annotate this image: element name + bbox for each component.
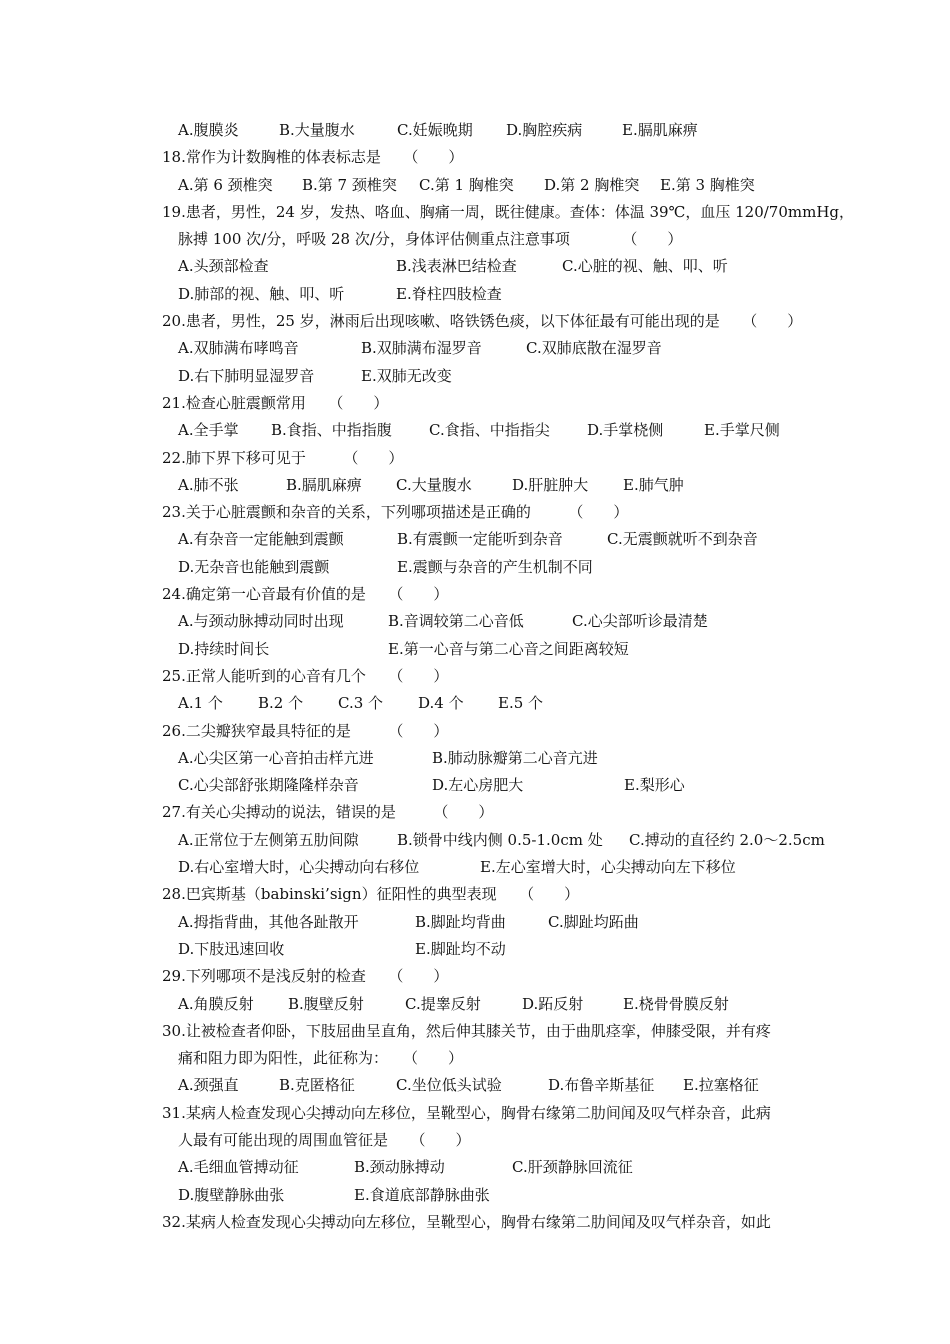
answer-option: B.膈肌麻痹 [286, 475, 362, 494]
answer-option: D.4 个 [418, 694, 464, 713]
question-text: 21.检查心脏震颤常用 （ ） [162, 393, 389, 412]
answer-option: B.锁骨中线内侧 0.5-1.0cm 处 [397, 830, 603, 849]
answer-options [162, 172, 842, 199]
answer-option: B.大量腹水 [279, 121, 355, 139]
answer-option: B.肺动脉瓣第二心音亢进 [432, 748, 598, 767]
answer-option: C.无震颤就听不到杂音 [607, 530, 758, 549]
answer-option: A.腹膜炎 [178, 121, 239, 139]
answer-options [162, 417, 842, 444]
answer-option: C.搏动的直径约 2.0～2.5cm [629, 830, 825, 849]
question-text: 29.下列哪项不是浅反射的检查 （ ） [162, 967, 449, 986]
answer-option: C.3 个 [338, 694, 384, 713]
answer-option: C.提睾反射 [405, 994, 481, 1013]
answer-option: D.右下肺明显湿罗音 [178, 366, 315, 385]
answer-option: A.有杂音一定能触到震颤 [178, 530, 344, 549]
answer-option: E.左心室增大时，心尖搏动向左下移位 [480, 858, 736, 877]
question-text: 22.肺下界下移可见于 （ ） [162, 448, 404, 467]
answer-option: E.第一心音与第二心音之间距离较短 [388, 639, 629, 658]
answer-option: D.肝脏肿大 [512, 475, 589, 494]
answer-option: E.5 个 [498, 694, 544, 713]
answer-option: D.第 2 胸椎突 [544, 175, 640, 194]
answer-option: B.食指、中指指腹 [271, 421, 392, 440]
question-list [162, 117, 855, 1236]
answer-option: B.音调较第二心音低 [388, 612, 524, 631]
answer-options [162, 253, 842, 280]
question-text: 30.让被检查者仰卧，下肢屈曲呈直角，然后伸其膝关节，由于曲肌痉挛，伸膝受限，并有疼 [162, 1021, 771, 1040]
answer-options [162, 772, 842, 799]
answer-option: E.双肺无改变 [361, 366, 452, 385]
answer-option: A.角膜反射 [178, 994, 254, 1013]
answer-option: D.持续时间长 [178, 639, 270, 658]
answer-options [162, 608, 842, 635]
answer-options [162, 636, 842, 663]
answer-option: A.颈强直 [178, 1076, 239, 1095]
answer-options [162, 991, 842, 1018]
answer-option: E.肺气肿 [623, 475, 684, 494]
answer-option: E.脚趾均不动 [415, 939, 506, 958]
answer-option: B.有震颤一定能听到杂音 [397, 530, 563, 549]
answer-options [162, 281, 842, 308]
answer-option: D.左心房肥大 [432, 776, 524, 795]
answer-options [162, 745, 842, 772]
answer-option: B.脚趾均背曲 [415, 912, 506, 931]
answer-options [162, 1182, 842, 1209]
answer-option: C.心尖部听诊最清楚 [572, 612, 708, 631]
answer-option: B.克匿格征 [279, 1076, 355, 1095]
answer-option: C.肝颈静脉回流征 [512, 1158, 633, 1177]
answer-option: E.桡骨骨膜反射 [623, 994, 729, 1013]
question-text: 20.患者，男性，25 岁，淋雨后出现咳嗽、咯铁锈色痰，以下体征最有可能出现的是 （ ） [162, 312, 803, 331]
answer-options [162, 117, 842, 144]
answer-options [162, 909, 842, 936]
answer-option: C.第 1 胸椎突 [419, 175, 514, 194]
answer-option: B.浅表淋巴结检查 [396, 257, 517, 276]
answer-option: D.腹壁静脉曲张 [178, 1185, 285, 1204]
question-text: 28.巴宾斯基（babinski’sign）征阳性的典型表现 （ ） [162, 885, 580, 904]
answer-option: C.心脏的视、触、叩、听 [562, 257, 728, 276]
question-text: 19.患者，男性，24 岁，发热、咯血、胸痛一周，既往健康。查体：体温 39℃，血压 120/70mmHg， [162, 202, 855, 221]
answer-option: A.肺不张 [178, 475, 239, 494]
answer-option: E.拉塞格征 [683, 1076, 759, 1095]
answer-options [162, 472, 842, 499]
answer-option: C.心尖部舒张期隆隆样杂音 [178, 776, 359, 795]
answer-option: E.梨形心 [624, 776, 685, 795]
question-text: 26.二尖瓣狭窄最具特征的是 （ ） [162, 721, 449, 740]
answer-options [162, 526, 842, 553]
answer-option: A.全手掌 [178, 421, 239, 440]
answer-option: E.第 3 胸椎突 [660, 175, 755, 194]
answer-option: D.下肢迅速回收 [178, 939, 285, 958]
answer-option: C.食指、中指指尖 [429, 421, 550, 440]
answer-options [162, 827, 842, 854]
answer-option: D.胸腔疾病 [506, 121, 583, 139]
answer-option: D.右心室增大时，心尖搏动向右移位 [178, 858, 420, 877]
answer-options [162, 554, 842, 581]
question-text: 27.有关心尖搏动的说法，错误的是 （ ） [162, 803, 494, 822]
answer-option: E.膈肌麻痹 [622, 121, 698, 139]
answer-option: A.心尖区第一心音拍击样亢进 [178, 748, 374, 767]
answer-option: A.正常位于左侧第五肋间隙 [178, 830, 359, 849]
answer-option: B.腹壁反射 [288, 994, 364, 1013]
question-text-continued: 脉搏 100 次/分，呼吸 28 次/分，身体评估侧重点注意事项 （ ） [178, 230, 683, 249]
question-text: 24.确定第一心音最有价值的是 （ ） [162, 585, 449, 604]
question-text: 32.某病人检查发现心尖搏动向左移位，呈靴型心，胸骨右缘第二肋间闻及叹气样杂音，如此 [162, 1212, 771, 1231]
question-text-continued: 人最有可能出现的周围血管征是 （ ） [178, 1130, 471, 1149]
answer-option: A.双肺满布哮鸣音 [178, 339, 299, 358]
answer-option: D.布鲁辛斯基征 [548, 1076, 655, 1095]
question-text: 31.某病人检查发现心尖搏动向左移位，呈靴型心，胸骨右缘第二肋间闻及叹气样杂音，此病 [162, 1103, 771, 1122]
answer-option: B.双肺满布湿罗音 [361, 339, 482, 358]
answer-option: A.毛细血管搏动征 [178, 1158, 299, 1177]
question-text: 23.关于心脏震颤和杂音的关系，下列哪项描述是正确的 （ ） [162, 503, 629, 522]
answer-option: A.与颈动脉搏动同时出现 [178, 612, 344, 631]
question-text: 18.常作为计数胸椎的体表标志是 （ ） [162, 148, 464, 167]
answer-option: C.大量腹水 [396, 475, 472, 494]
answer-option: D.手掌桡侧 [587, 421, 664, 440]
answer-option: D.肺部的视、触、叩、听 [178, 284, 345, 303]
answer-options [162, 690, 842, 717]
answer-option: A.头颈部检查 [178, 257, 269, 276]
answer-option: D.跖反射 [522, 994, 584, 1013]
answer-options [162, 936, 842, 963]
answer-option: C.坐位低头试验 [396, 1076, 502, 1095]
answer-options [162, 1154, 842, 1181]
answer-option: B.第 7 颈椎突 [302, 175, 397, 194]
answer-option: B.颈动脉搏动 [354, 1158, 445, 1177]
answer-option: E.食道底部静脉曲张 [354, 1185, 490, 1204]
answer-option: C.脚趾均跖曲 [548, 912, 639, 931]
answer-options [162, 335, 842, 362]
answer-option: D.无杂音也能触到震颤 [178, 557, 330, 576]
answer-options [162, 1072, 842, 1099]
question-text: 25.正常人能听到的心音有几个 （ ） [162, 666, 449, 685]
answer-options [162, 854, 842, 881]
answer-options [162, 363, 842, 390]
answer-option: E.手掌尺侧 [704, 421, 780, 440]
answer-option: A.第 6 颈椎突 [178, 175, 273, 194]
question-text-continued: 痛和阻力即为阳性，此征称为： （ ） [178, 1049, 464, 1068]
answer-option: E.脊柱四肢检查 [396, 284, 502, 303]
answer-option: C.妊娠晚期 [397, 121, 473, 139]
answer-option: B.2 个 [258, 694, 304, 713]
answer-option: E.震颤与杂音的产生机制不同 [397, 557, 593, 576]
answer-option: C.双肺底散在湿罗音 [526, 339, 662, 358]
answer-option: A.拇指背曲，其他各趾散开 [178, 912, 359, 931]
answer-option: A.1 个 [178, 694, 223, 713]
